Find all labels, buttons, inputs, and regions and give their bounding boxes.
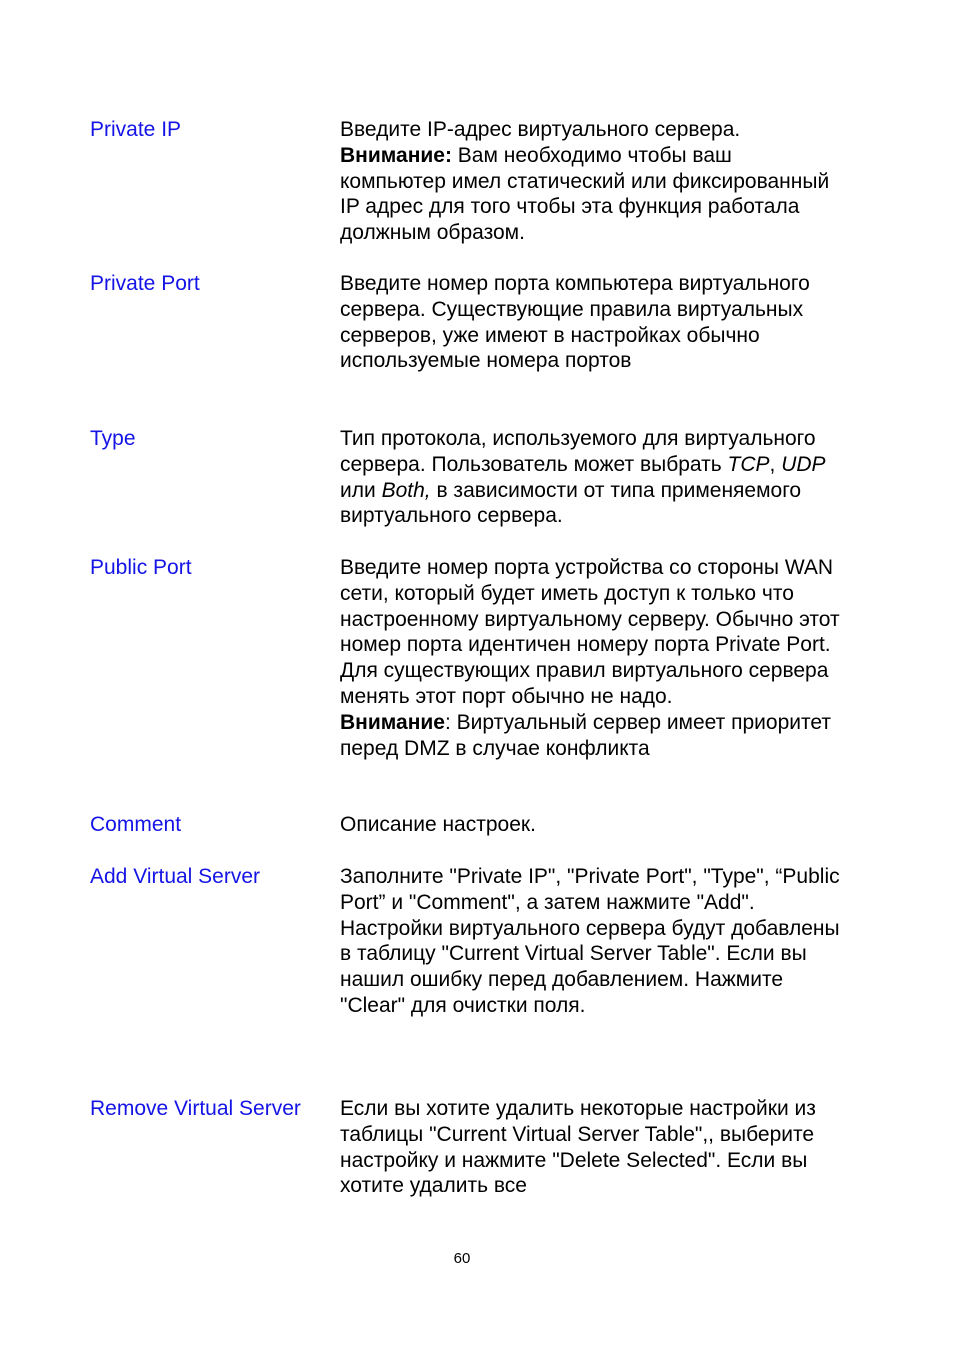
note-paragraph <box>340 143 840 246</box>
text-before: Тип протокола, используемого для виртуального сервера. Пользователь может выбрать <box>340 427 816 476</box>
term-add-virtual-server: Add Virtual Server <box>90 865 261 888</box>
description-add-virtual-server <box>340 864 840 1019</box>
term-private-port: Private Port <box>90 272 200 295</box>
text-after: в зависимости от типа применяемого виртуального сервера. <box>340 478 802 528</box>
description-private-port <box>340 271 840 374</box>
note-paragraph <box>340 710 840 762</box>
description-text <box>340 426 840 529</box>
note-label: Внимание: <box>340 143 452 167</box>
separator: , <box>769 452 782 476</box>
term-private-ip: Private IP <box>90 118 182 141</box>
description-type <box>340 426 840 529</box>
option-tcp: TCP <box>727 452 770 476</box>
description-comment <box>340 812 840 838</box>
option-udp: UDP <box>781 452 826 476</box>
description-text: Введите номер порта компьютера виртуального сервера. Существующие правила виртуальных серверов, уже имеют в настройках обычно используемые номера портов <box>340 272 810 373</box>
note-label: Внимание <box>340 710 445 734</box>
note-text: Вам необходимо чтобы ваш компьютер имел статический или фиксированный IP адрес для того чтобы эта функция работала должным образом. <box>340 143 830 245</box>
option-both: Both, <box>381 478 431 502</box>
separator: или <box>340 478 382 502</box>
description-text: Если вы хотите удалить некоторые настройки из таблицы "Current Virtual Server Table",, выберите настройку и нажмите "Delete Selected". Если вы хотите удалить все <box>340 1097 816 1198</box>
term-type: Type <box>90 427 136 450</box>
description-text: Заполните "Private IP", "Private Port", "Type", “Public Port” и "Comment", а затем нажмите "Add". Настройки виртуального сервера будут добавлены в таблицу "Current Virtual Server Table". Если вы нашил ошибку перед добавлением. Нажмите "Clear" для очистки поля. <box>340 865 840 1017</box>
description-private-ip <box>340 117 840 246</box>
term-remove-virtual-server: Remove Virtual Server <box>90 1097 301 1120</box>
description-public-port <box>340 555 840 761</box>
page-number: 60 <box>453 1250 471 1267</box>
description-text: Описание настроек. <box>340 813 536 836</box>
note-text: : Виртуальный сервер имеет приоритет перед DMZ в случае конфликта <box>340 710 831 760</box>
term-comment: Comment <box>90 813 182 836</box>
term-public-port: Public Port <box>90 556 192 579</box>
description-text: Введите IP-адрес виртуального сервера. <box>340 118 741 141</box>
description-remove-virtual-server <box>340 1096 840 1199</box>
description-text: Введите номер порта устройства со стороны WAN сети, который будет иметь доступ к только что настроенному виртуальному серверу. Обычно этот номер порта идентичен номеру порта Private Port. Для существующих правил виртуального сервера менять этот порт обычно не надо. <box>340 556 840 708</box>
